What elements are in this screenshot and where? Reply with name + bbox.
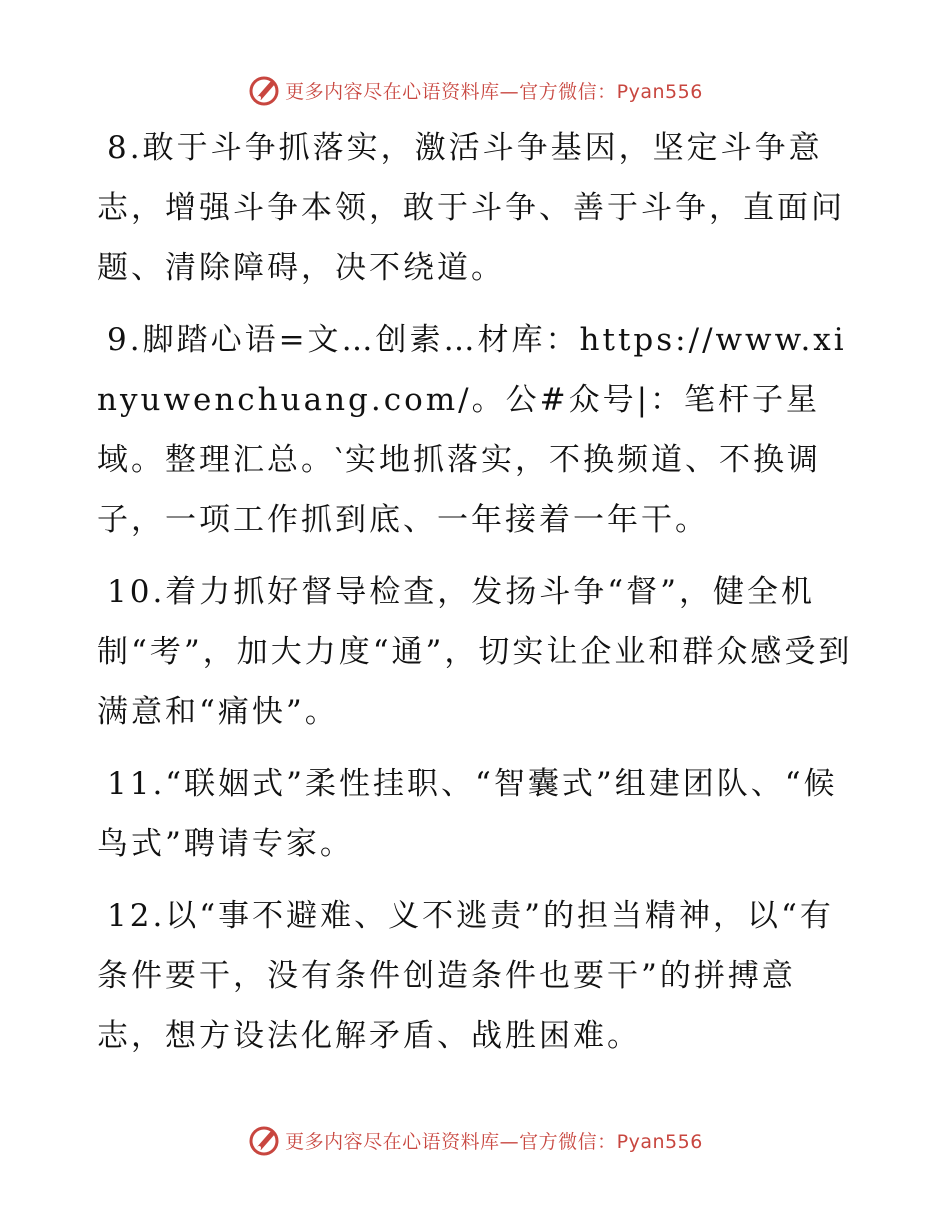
- footer-watermark: [0, 1120, 950, 1160]
- paragraph-text: 12.以“事不避难、义不逃责”的担当精神，以“有条件要干，没有条件创造条件也要干”的拼搏意志，想方设法化解矛盾、战胜困难。: [97, 898, 834, 1054]
- paragraph-8: [97, 118, 857, 298]
- paragraph-10: [97, 562, 857, 742]
- paragraph-12: [97, 886, 857, 1066]
- header-watermark: [0, 70, 950, 110]
- paragraph-text: 8.敢于斗争抓落实，激活斗争基因，坚定斗争意志，增强斗争本领，敢于斗争、善于斗争，直面问题、清除障碍，决不绕道。: [97, 130, 845, 286]
- document-body: [97, 118, 857, 1078]
- paragraph-text: 9.脚踏心语=文…创素…材库：https://www.xinyuwenchuang.com/。公#众号|：笔杆子星域。整理汇总。‵实地抓落实，不换频道、不换调子，一项工作抓到底、一年接着一年干。: [97, 322, 847, 538]
- watermark-text: 更多内容尽在心语资料库—官方微信：Pyan556: [285, 80, 703, 103]
- paragraph-text: 10.着力抓好督导检查，发扬斗争“督”，健全机制“考”，加大力度“通”，切实让企业和群众感受到满意和“痛快”。: [97, 574, 853, 730]
- paragraph-9: [97, 310, 857, 550]
- watermark-text: 更多内容尽在心语资料库—官方微信：Pyan556: [285, 1130, 703, 1153]
- pen-logo-icon: [247, 1123, 281, 1157]
- pen-logo-icon: [247, 73, 281, 107]
- paragraph-11: [97, 754, 857, 874]
- paragraph-text: 11.“联姻式”柔性挂职、“智囊式”组建团队、“候鸟式”聘请专家。: [97, 766, 838, 862]
